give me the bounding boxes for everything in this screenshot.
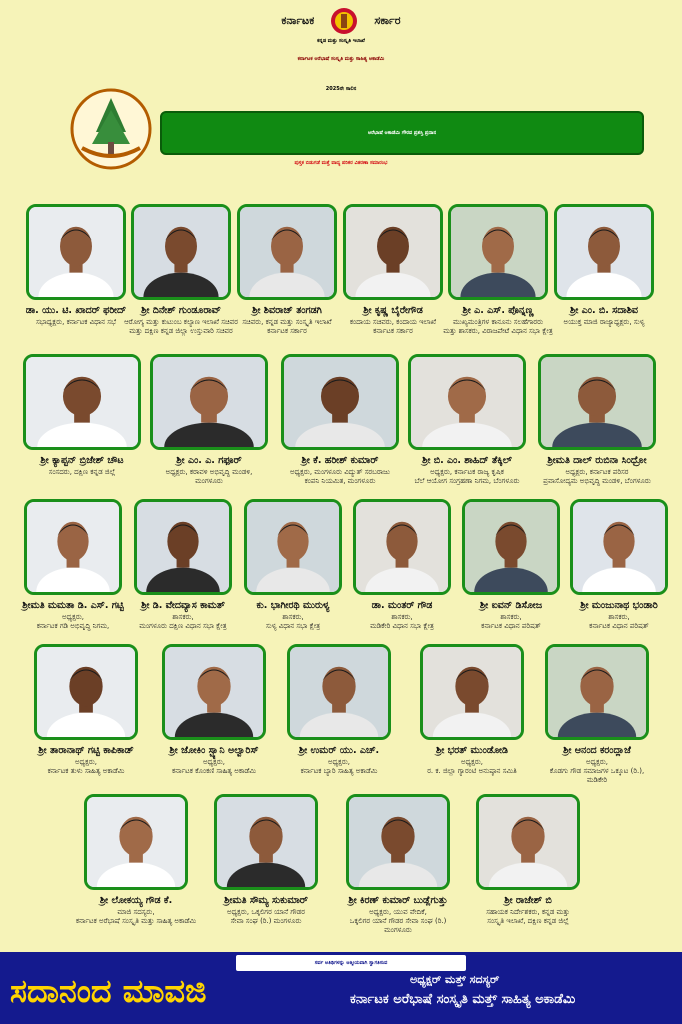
dignitary-name: ಶ್ರೀ ಲೋಕಯ್ಯ ಗೌಡ ಕೆ.: [99, 895, 173, 906]
designation-line: ಮುಖ್ಯಮಂತ್ರಿಗಳ ಕಾನೂನು ಸಲಹೆಗಾರರು: [452, 318, 544, 326]
designation-line: ಶಾಸಕರು,: [172, 613, 194, 621]
designation-line: ಅಯುಕ್ತ ಮಾಜಿ ರಾಜ್ಯಾಧ್ಯಕ್ಷರು, ಸುಳ್ಯ: [563, 318, 645, 326]
designation-line: ಸಂಸದರು, ದಕ್ಷಿಣ ಕನ್ನಡ ಜಿಲ್ಲೆ: [48, 468, 116, 476]
designation-line: ಅಧ್ಯಕ್ಷರು,: [327, 758, 351, 766]
portrait-photo: [554, 204, 654, 300]
person-silhouette-icon: [29, 207, 123, 297]
portrait-photo: [24, 499, 122, 595]
person-silhouette-icon: [541, 357, 653, 447]
person-silhouette-icon: [153, 357, 265, 447]
dignitary-name: ಶ್ರೀ ಶಿವರಾಜ್ ತಂಗಡಗಿ: [252, 305, 322, 316]
person-silhouette-icon: [451, 207, 545, 297]
portrait-photo: [134, 499, 232, 595]
portrait-photo: [287, 644, 391, 740]
dignitary-designation: [144, 758, 284, 776]
designation-line: ಮಡಿಕೇರಿ ವಿಧಾನ ಸಭಾ ಕ್ಷೇತ್ರ: [370, 622, 434, 630]
designation-line: ಮತ್ತು ದಕ್ಷಿಣ ಕನ್ನಡ ಜಿಲ್ಲಾ ಉಸ್ತುವಾರಿ ಸಚಿವರ: [129, 327, 233, 335]
designation-line: ಶಾಸಕರು,: [608, 613, 630, 621]
designation-line: ಒಕ್ಕಲಿಗರ ಯಾನೆ ಗೌಡರ ಸೇವಾ ಸಂಘ (ರಿ.): [349, 917, 447, 925]
government-line: [0, 6, 682, 38]
dignitary-name: ಶ್ರೀ ಕೃಷ್ಣ ಬೈರೇಗೌಡ: [363, 305, 423, 316]
dignitary-name: ಶ್ರೀ ಎಂ. ಎ. ಗಫೂರ್: [176, 455, 242, 466]
host-organization: ಕರ್ನಾಟಕ ಅರೆಭಾಷೆ ಸಂಸ್ಕೃತಿ ಮತ್ತ್ ಸಾಹಿತ್ಯ ಅಕಾಡೆಮಿ: [350, 992, 576, 1007]
dignitary-name: ಶ್ರೀ ಡಿ. ವೇದವ್ಯಾಸ ಕಾಮತ್: [141, 600, 225, 611]
dignitary-name: ಶ್ರೀ ಆನಂದ ಕರಂದ್ಲಾಜೆ: [563, 745, 631, 756]
dignitary-name: ಶ್ರೀಮತಿ ಮಮತಾ ಡಿ. ಎಸ್. ಗಟ್ಟಿ: [22, 600, 124, 611]
designation-line: ಅಧ್ಯಕ್ಷರು, ಕರ್ನಾಟಕ ಪರಿಸರ: [565, 468, 629, 476]
dignitary-name: ಶ್ರೀ ದಿನೇಶ್ ಗುಂಡೂರಾವ್: [141, 305, 221, 316]
person-silhouette-icon: [557, 207, 651, 297]
designation-line: ಅಧ್ಯಕ್ಷರು, ಕರ್ನಾಟಕ ರಾಜ್ಯ ಕೃಷಿಕ: [430, 468, 504, 476]
state-emblem-icon: [329, 6, 359, 36]
portrait-photo: [244, 499, 342, 595]
department-name: ಕನ್ನಡ ಮತ್ತು ಸಂಸ್ಕೃತಿ ಇಲಾಖೆ: [317, 38, 365, 44]
portrait-photo: [84, 794, 188, 890]
dignitary-name: ಶ್ರೀ ಕಿರಣ್ ಕುಮಾರ್ ಬುಡ್ಲೆಗುತ್ತು: [348, 895, 448, 906]
designation-line: ಮಂಗಳೂರು ದಕ್ಷಿಣ ವಿಧಾನ ಸಭಾ ಕ್ಷೇತ್ರ: [139, 622, 227, 630]
dignitary-name: ಶ್ರೀ ತಾರಾನಾಥ್ ಗಟ್ಟಿ ಕಾಪಿಕಾಡ್: [38, 745, 134, 756]
greeting-text: ಸರ್ವ ಅತಿಥಿಗಳನ್ನು ಆತ್ಮೀಯವಾಗಿ ಸ್ವಾಗತಿಸುವ: [314, 960, 388, 966]
dignitary-designation: [397, 468, 537, 486]
person-silhouette-icon: [240, 207, 334, 297]
designation-line: ರ. ಕ. ಜಿಲ್ಲಾ ಗ್ಯಾರಂಟಿ ಅನುಷ್ಠಾನ ಸಮಿತಿ: [427, 767, 517, 775]
person-silhouette-icon: [165, 647, 263, 737]
person-silhouette-icon: [356, 502, 448, 592]
person-silhouette-icon: [27, 502, 119, 592]
designation-line: ಶಾಸಕರು,: [282, 613, 304, 621]
designation-line: ಅಧ್ಯಕ್ಷರು, ಯುವ ವೇದಿಕೆ,: [369, 908, 427, 916]
dignitary-name: ಕು. ಭಾಗೀರಥಿ ಮುರುಳ್ಯ: [256, 600, 330, 611]
designation-line: ಕಂದಾಯ ಸಚಿವರು, ಕಂದಾಯ ಇಲಾಖೆ: [349, 318, 437, 326]
dignitary-name: ಶ್ರೀ ಬಿ. ಎಂ. ಶಾಹಿದ್ ತೆಕ್ಕಿಲ್: [422, 455, 512, 466]
designation-line: ಶಾಸಕರು,: [391, 613, 413, 621]
dignitary-designation: [269, 758, 409, 776]
portrait-photo: [162, 644, 266, 740]
designation-line: ಸಚಿವರು, ಕನ್ನಡ ಮತ್ತು ಸಂಸ್ಕೃತಿ ಇಲಾಖೆ: [242, 318, 332, 326]
portrait-photo: [34, 644, 138, 740]
dignitary-designation: [402, 758, 542, 776]
portrait-photo: [545, 644, 649, 740]
designation-line: ಕರ್ನಾಟಕ ವಿಧಾನ ಪರಿಷತ್: [589, 622, 649, 630]
designation-line: ಆರೋಗ್ಯ ಮತ್ತು ಕುಟುಂಬ ಕಲ್ಯಾಣ ಇಲಾಖೆ ಸಚಿವರ: [124, 318, 238, 326]
person-silhouette-icon: [26, 357, 138, 447]
designation-line: ಕರ್ನಾಟಕ ತುಳು ಸಾಹಿತ್ಯ ಅಕಾಡೆಮಿ: [47, 767, 125, 775]
person-silhouette-icon: [548, 647, 646, 737]
designation-line: ಅಧ್ಯಕ್ಷರು,: [202, 758, 226, 766]
event-subtitle: ಪುಸ್ತಕ ಬಿಡುಗಡೆ ಮತ್ತೆ ವಾದ್ಯ ಪರಿಕರ ವಿತರಣಾ ಸಮಾರಂಭ: [294, 160, 388, 166]
designation-line: ಕರ್ನಾಟಕ ಬ್ಯಾರಿ ಸಾಹಿತ್ಯ ಅಕಾಡೆಮಿ: [300, 767, 378, 775]
designation-line: ಸಹಾಯಕ ನಿರ್ದೇಶಕರು, ಕನ್ನಡ ಮತ್ತು: [486, 908, 570, 916]
portrait-photo: [408, 354, 526, 450]
dignitary-designation: [270, 468, 410, 486]
designation-line: ಕರ್ನಾಟಕ ಸರ್ಕಾರ: [373, 327, 413, 335]
designation-line: ಮತ್ತು ಶಾಸಕರು, ವಿರಾಜಪೇಟೆ ವಿಧಾನ ಸಭಾ ಕ್ಷೇತ್ರ: [443, 327, 553, 335]
designation-line: ಅಧ್ಯಕ್ಷರು, ಒಕ್ಕಲಿಗರ ಯಾನೆ ಗೌಡರ: [227, 908, 305, 916]
dignitary-name: ಶ್ರೀ ಮಂಜುನಾಥ ಭಂಡಾರಿ: [580, 600, 658, 611]
portrait-photo: [346, 794, 450, 890]
portrait-photo: [23, 354, 141, 450]
academy-name: ಕರ್ನಾಟಕ ಅರೆಭಾಷೆ ಸಂಸ್ಕೃತಿ ಮತ್ತು ಸಾಹಿತ್ಯ ಅಕಾಡೆಮಿ: [297, 56, 385, 62]
designation-line: ಕರ್ನಾಟಕ ಸರ್ಕಾರ: [267, 327, 307, 335]
designation-line: ಅಧ್ಯಕ್ಷರು,: [460, 758, 484, 766]
person-silhouette-icon: [411, 357, 523, 447]
dignitary-name: ಶ್ರೀ ಕೆ. ಹರೀಶ್ ಕುಮಾರ್: [301, 455, 379, 466]
dignitary-designation: [534, 318, 674, 327]
designation-line: ಮಾಜಿ ಸದಸ್ಯರು,: [117, 908, 155, 916]
portrait-photo: [150, 354, 268, 450]
designation-line: ಅಧ್ಯಕ್ಷರು, ಮಂಗಳೂರು ವಿದ್ಯುತ್ ಸರಬರಾಜು: [290, 468, 390, 476]
person-silhouette-icon: [573, 502, 665, 592]
portrait-photo: [353, 499, 451, 595]
dignitary-designation: [139, 468, 279, 486]
person-silhouette-icon: [137, 502, 229, 592]
event-title: ಅರೆಭಾಷೆ ಅಕಾಡೆಮಿ ಗೌರವ ಪ್ರಶಸ್ತಿ ಪ್ರದಾನ: [367, 130, 437, 136]
dignitary-designation: [66, 908, 206, 926]
designation-line: ಅಧ್ಯಕ್ಷರು,: [585, 758, 609, 766]
dignitary-designation: [527, 468, 667, 486]
dignitary-name: ಶ್ರೀಮತಿ ಸೌಮ್ಯ ಸುಕುಮಾರ್: [224, 895, 308, 906]
portrait-photo: [448, 204, 548, 300]
portrait-photo: [476, 794, 580, 890]
person-silhouette-icon: [465, 502, 557, 592]
designation-line: ಕರ್ನಾಟಕ ವಿಧಾನ ಪರಿಷತ್: [481, 622, 541, 630]
dignitary-designation: [549, 613, 682, 631]
dignitary-designation: [12, 468, 152, 477]
designation-line: ಸುಳ್ಯ ವಿಧಾನ ಸಭಾ ಕ್ಷೇತ್ರ: [265, 622, 321, 630]
dignitary-name: ಶ್ರೀ ಕ್ಯಾಪ್ಟನ್ ಬ್ರಿಜೇಶ್ ಚೌಟ: [40, 455, 124, 466]
dignitary-name: ಶ್ರೀ ಎಂ. ಬಿ. ಸದಾಶಿವ: [569, 305, 639, 316]
designation-line: ಸಂಸ್ಕೃತಿ ಇಲಾಖೆ, ದಕ್ಷಿಣ ಕನ್ನಡ ಜಿಲ್ಲೆ: [487, 917, 569, 925]
person-silhouette-icon: [134, 207, 228, 297]
dignitary-designation: [16, 758, 156, 776]
person-silhouette-icon: [290, 647, 388, 737]
portrait-photo: [343, 204, 443, 300]
year-line: 2025ನೇ ಸಾಲಿನ: [325, 86, 357, 92]
portrait-photo: [538, 354, 656, 450]
dignitary-name: ಶ್ರೀ ಐವನ್ ಡಿಸೋಜ: [479, 600, 543, 611]
person-silhouette-icon: [349, 797, 447, 887]
designation-line: ಅಧ್ಯಕ್ಷರು, ಕರಾವಳಿ ಅಭಿವೃದ್ಧಿ ಮಂಡಳಿ,: [165, 468, 253, 476]
portrait-photo: [26, 204, 126, 300]
dignitary-name: ಶ್ರೀ ಭರತ್ ಮುಂಡೋಡಿ: [435, 745, 509, 756]
designation-line: ಮಡಿಕೇರಿ: [586, 776, 608, 784]
designation-line: ಕಂಪನಿ ನಿಯಮಿತ, ಮಂಗಳೂರು: [304, 477, 376, 485]
person-silhouette-icon: [87, 797, 185, 887]
person-silhouette-icon: [284, 357, 396, 447]
portrait-photo: [281, 354, 399, 450]
dignitary-designation: [328, 908, 468, 935]
dignitary-name: ಶ್ರೀ ಎ. ಎಸ್. ಪೊನ್ನಣ್ಣ: [462, 305, 534, 316]
designation-line: ಮಂಗಳೂರು: [384, 926, 412, 934]
designation-line: ಕೊಡಗು ಗೌಡ ಸಮಾಜಗಳ ಒಕ್ಕೂಟ (ರಿ.),: [549, 767, 645, 775]
person-silhouette-icon: [479, 797, 577, 887]
dignitary-name: ಶ್ರೀ ಉಮರ್ ಯು. ಎಚ್.: [298, 745, 380, 756]
portrait-photo: [420, 644, 524, 740]
dignitary-name: ಡಾ. ಯು. ಟಿ. ಖಾದರ್ ಫರೀದ್: [25, 305, 127, 316]
portrait-photo: [237, 204, 337, 300]
designation-line: ಅಧ್ಯಕ್ಷರು,: [74, 758, 98, 766]
designation-line: ಪ್ರವಾಸೋದ್ಯಮ ಅಭಿವೃದ್ಧಿ ಮಂಡಳಿ, ಬೆಂಗಳೂರು: [543, 477, 651, 485]
host-role: ಅಧ್ಯಕ್ಷರ್ ಮತ್ತ್ ಸದಸ್ಯರ್: [410, 973, 500, 986]
person-silhouette-icon: [217, 797, 315, 887]
designation-line: ಕರ್ನಾಟಕ ಅರೆಭಾಷೆ ಸಂಸ್ಕೃತಿ ಮತ್ತು ಸಾಹಿತ್ಯ ಅಕಾಡೆಮಿ: [75, 917, 197, 925]
person-silhouette-icon: [37, 647, 135, 737]
govt-right-label: ಸರ್ಕಾರ: [374, 14, 401, 27]
designation-line: ಕರ್ನಾಟಕ ಕೊಂಕಣಿ ಸಾಹಿತ್ಯ ಅಕಾಡೆಮಿ: [172, 767, 256, 775]
govt-left-label: ಕರ್ನಾಟಕ: [281, 14, 315, 27]
greeting-bar: [236, 955, 466, 971]
designation-line: ಬೆಲೆ ಆಯೋಗ ಸಂಗ್ರಹಣಾ ನಿಗಮ, ಬೆಂಗಳೂರು: [414, 477, 520, 485]
dignitary-designation: [458, 908, 598, 926]
designation-line: ಕರ್ನಾಟಕ ಗಡಿ ಅಭಿವೃದ್ಧಿ ನಿಗಮ,: [36, 622, 110, 630]
designation-line: ಸಭಾಧ್ಯಕ್ಷರು, ಕರ್ನಾಟಕ ವಿಧಾನ ಸಭೆ: [35, 318, 117, 326]
portrait-photo: [131, 204, 231, 300]
event-title-banner: [160, 111, 644, 155]
person-silhouette-icon: [346, 207, 440, 297]
host-name: ಸದಾನಂದ ಮಾವಜಿ: [10, 972, 207, 1010]
portrait-photo: [570, 499, 668, 595]
dignitary-designation: [196, 908, 336, 926]
portrait-photo: [214, 794, 318, 890]
designation-line: ಶಾಸಕರು,: [500, 613, 522, 621]
person-silhouette-icon: [247, 502, 339, 592]
designation-line: ಮಂಗಳೂರು: [195, 477, 223, 485]
dignitary-name: ಶ್ರೀ ಜೋಕಿಂ ಸ್ಟ್ಯಾನಿ ಅಲ್ವಾರಿಸ್: [169, 745, 259, 756]
person-silhouette-icon: [423, 647, 521, 737]
dignitary-designation: [527, 758, 667, 785]
designation-line: ಅಧ್ಯಕ್ಷರು,: [61, 613, 85, 621]
dignitary-name: ಡಾ. ಮಂತರ್ ಗೌಡ: [371, 600, 433, 611]
dignitary-name: ಶ್ರೀ ರಾಜೇಶ್ ಬಿ: [504, 895, 552, 906]
dignitary-name: ಶ್ರೀಮತಿ ದಾಲ್ ರುಬಿನಾ ಸಿಂಧ್ರೋ: [547, 455, 647, 466]
academy-logo-icon: [70, 88, 152, 170]
portrait-photo: [462, 499, 560, 595]
designation-line: ಸೇವಾ ಸಂಘ (ರಿ.) ಮಂಗಳೂರು: [230, 917, 302, 925]
